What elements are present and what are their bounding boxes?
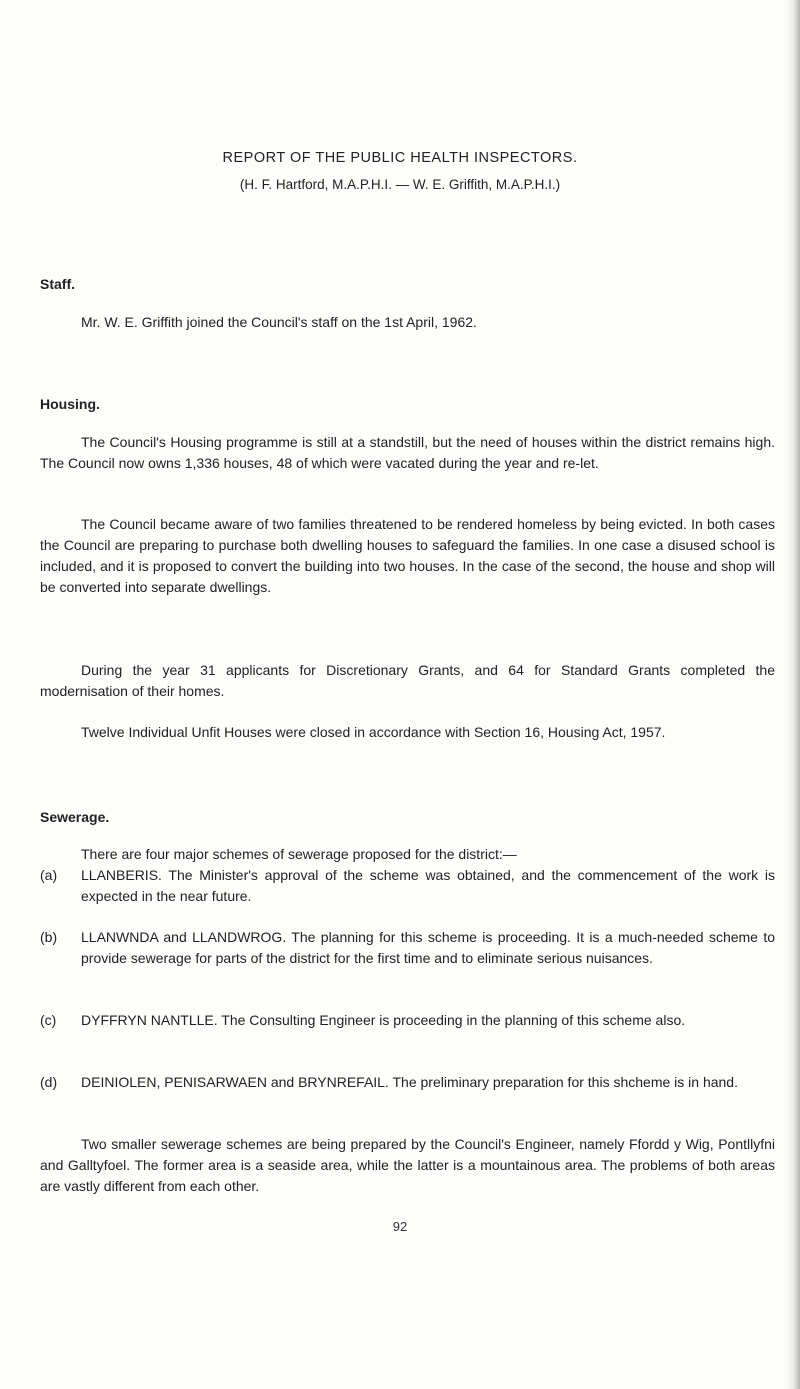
sewerage-closing-paragraph: Two smaller sewerage schemes are being prepared by the Council's Engineer, namely Ffordd y Wig, Pontllyfni and Galltyfoel. The former area is a seaside area, while the latter is a mountainous area. The problems of both areas are vastly different from each other. [40, 1136, 775, 1194]
report-title: REPORT OF THE PUBLIC HEALTH INSPECTORS. [222, 150, 578, 166]
housing-heading: Housing. [40, 396, 100, 412]
housing-paragraph-2: The Council became aware of two families threatened to be rendered homeless by being evicted. In both cases the Council are preparing to purchase both dwelling houses to safeguard the families. In one case a disused school is included, and it is proposed to convert the building into two houses. In the case of the second, the house and shop will be converted into separate dwellings. [40, 516, 775, 595]
staff-paragraph: Mr. W. E. Griffith joined the Council's staff on the 1st April, 1962. [81, 314, 477, 330]
sewerage-item-a [40, 865, 775, 907]
sewerage-item-c [40, 1010, 775, 1031]
housing-paragraph-1: The Council's Housing programme is still at a standstill, but the need of houses within the district remains high. The Council now owns 1,336 houses, 48 of which were vacated during the year and re-let. [40, 434, 775, 471]
staff-heading: Staff. [40, 276, 75, 292]
item-text: DYFFRYN NANTLLE. The Consulting Engineer is proceeding in the planning of this scheme also. [81, 1012, 686, 1028]
item-text: LLANWNDA and LLANDWROG. The planning for this scheme is proceeding. It is a much-needed scheme to provide sewerage for parts of the district for the first time and to eliminate serious nuisances. [81, 929, 775, 966]
sewerage-intro: There are four major schemes of sewerage proposed for the district:— [81, 846, 517, 862]
page-number: 92 [392, 1219, 408, 1234]
sewerage-item-d [40, 1072, 775, 1093]
sewerage-item-b [40, 927, 775, 969]
item-marker: (d) [40, 1074, 58, 1090]
report-authors: (H. F. Hartford, M.A.P.H.I. — W. E. Griffith, M.A.P.H.I.) [239, 177, 561, 192]
item-marker: (b) [40, 929, 58, 945]
sewerage-heading: Sewerage. [40, 809, 110, 825]
item-marker: (a) [40, 867, 58, 883]
housing-paragraph-4: Twelve Individual Unfit Houses were closed in accordance with Section 16, Housing Act, 1957. [81, 724, 666, 740]
scan-edge-shadow [786, 0, 800, 1389]
item-text: LLANBERIS. The Minister's approval of the scheme was obtained, and the commencement of the work is expected in the near future. [81, 867, 775, 904]
item-marker: (c) [40, 1012, 57, 1028]
item-text: DEINIOLEN, PENISARWAEN and BRYNREFAIL. The preliminary preparation for this shcheme is in hand. [81, 1074, 738, 1090]
housing-paragraph-3: During the year 31 applicants for Discretionary Grants, and 64 for Standard Grants completed the modernisation of their homes. [40, 662, 775, 699]
